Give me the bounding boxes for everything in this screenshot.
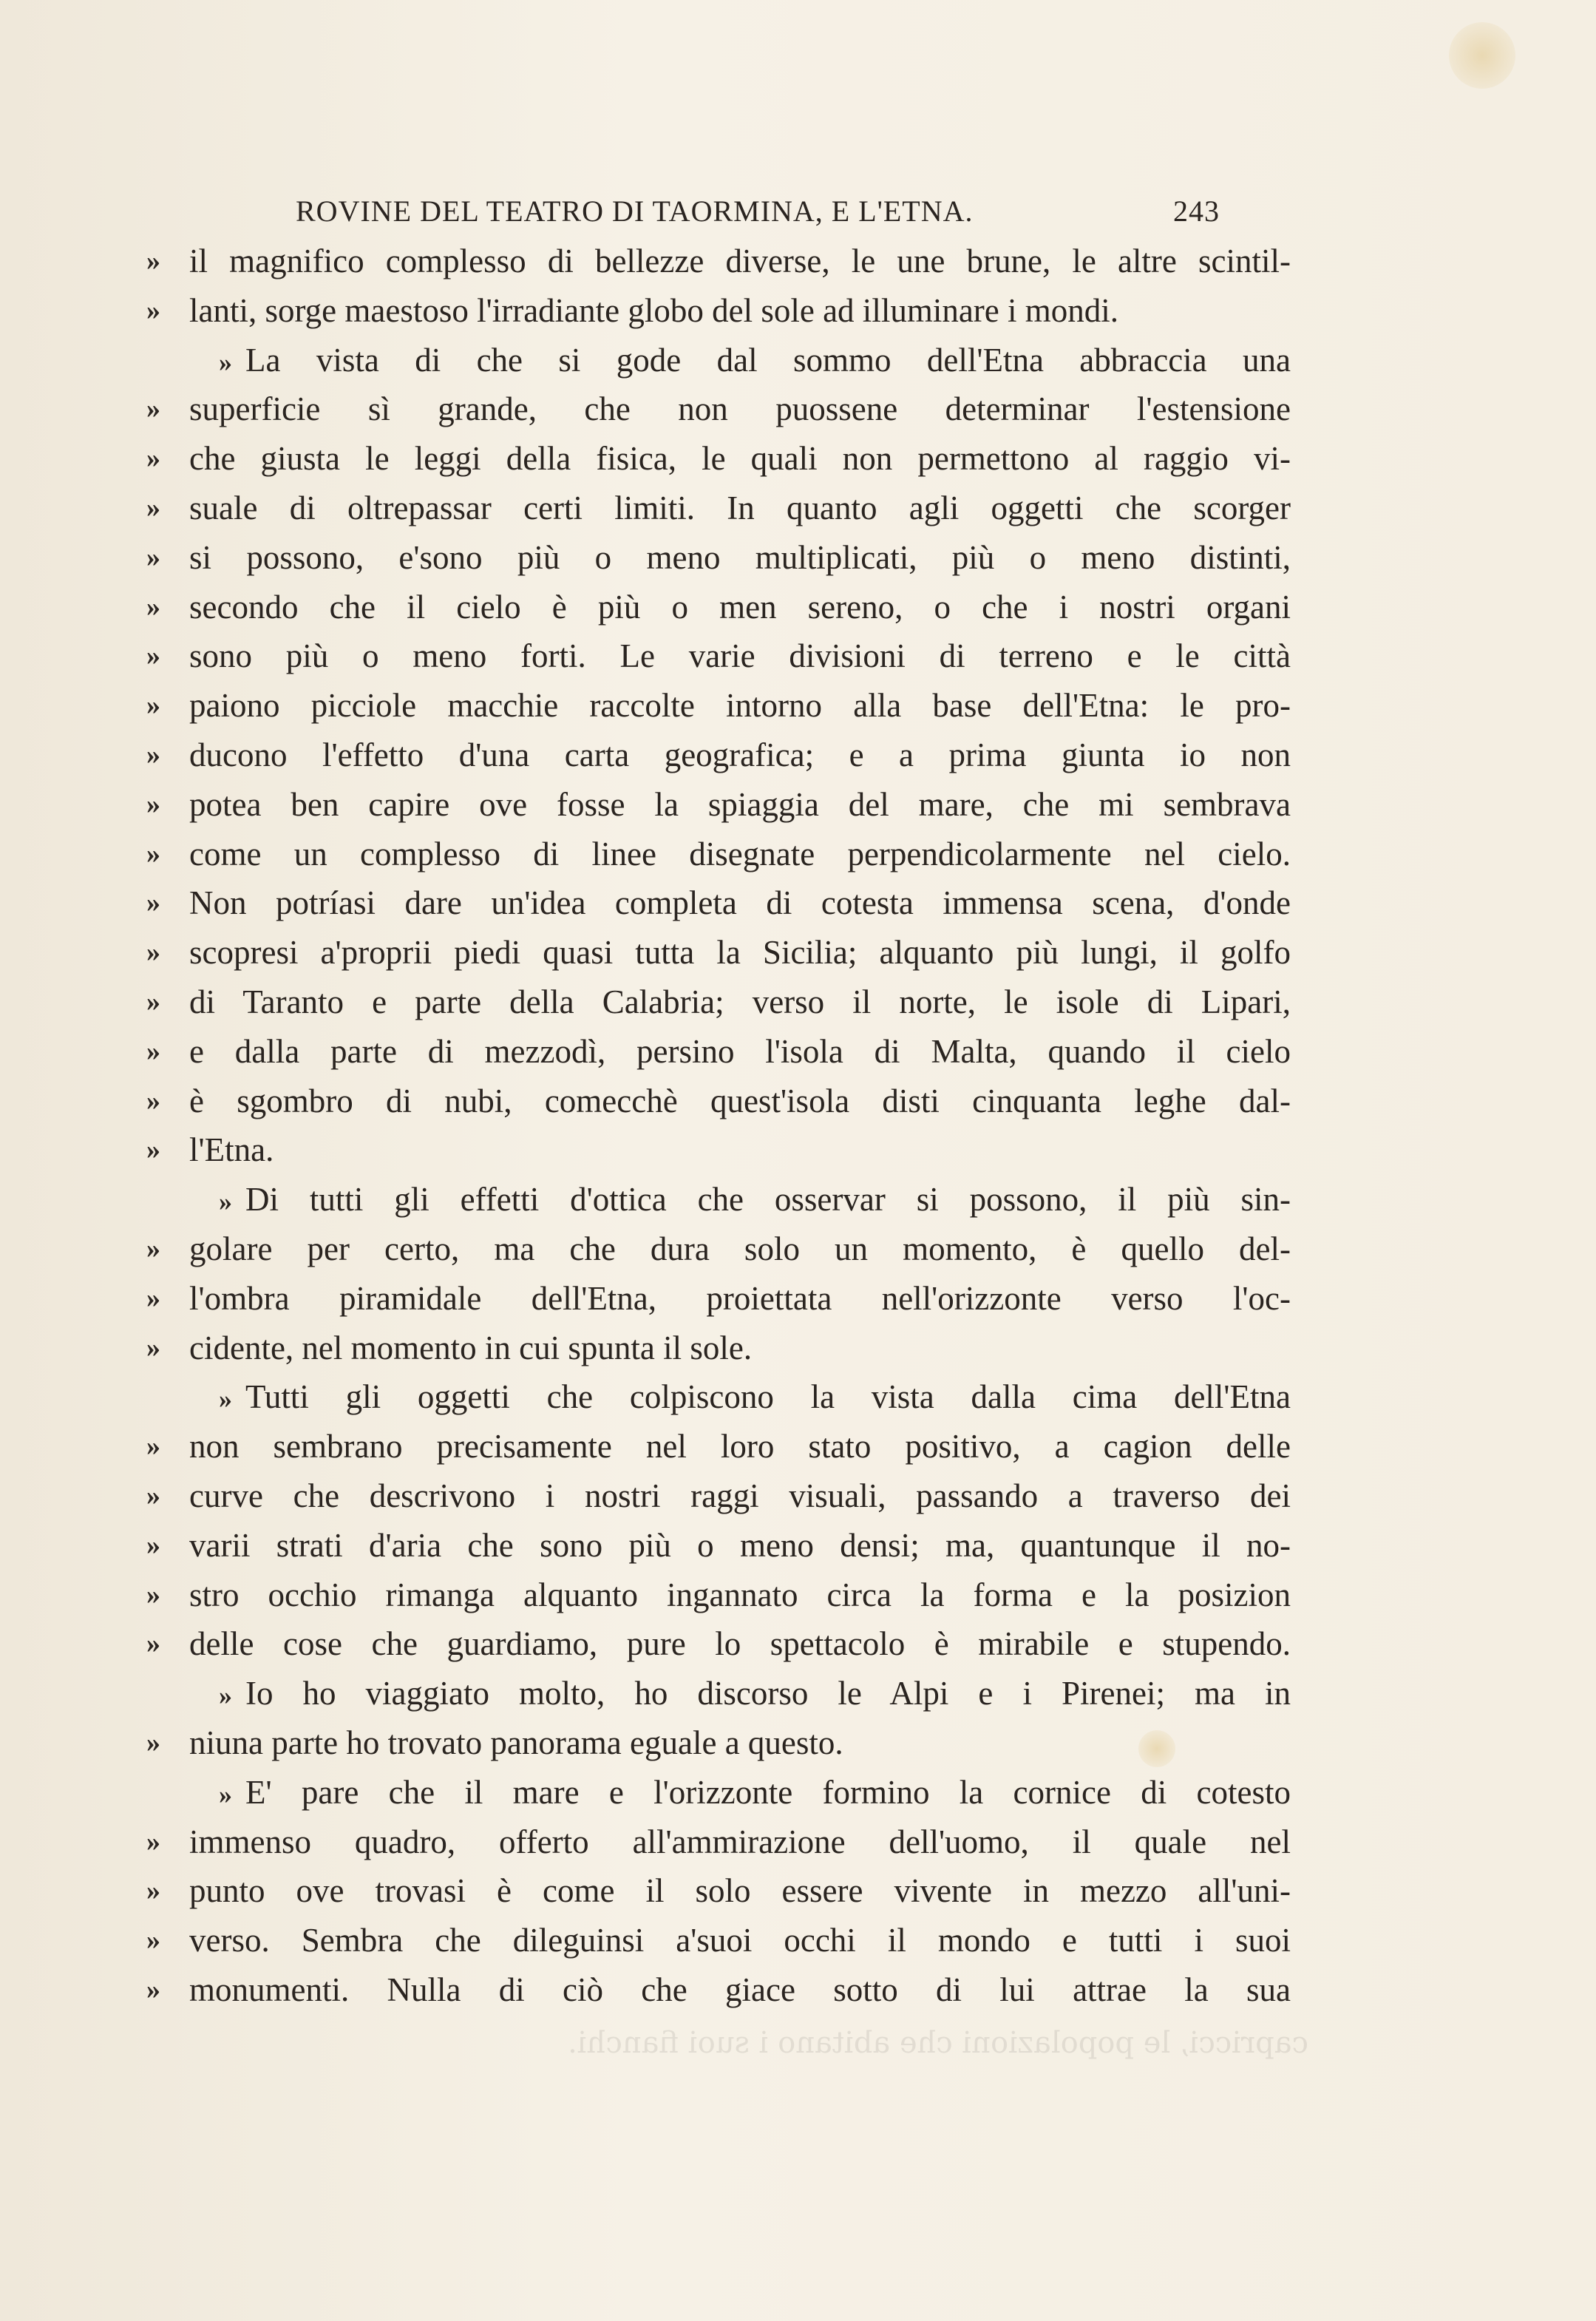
line-text xyxy=(219,1768,1291,1820)
line-text-content: superficie sì grande, che non puossene determinar l'estensione xyxy=(189,390,1291,428)
text-line xyxy=(0,1619,1596,1669)
line-text xyxy=(189,286,1291,336)
line-text xyxy=(189,1422,1291,1471)
text-line xyxy=(0,434,1596,484)
line-text-content: cidente, nel momento in cui spunta il sole. xyxy=(189,1329,753,1366)
line-text-content: secondo che il cielo è più o men sereno, o che i nostri organi xyxy=(189,588,1291,626)
quote-marker: » xyxy=(146,1332,160,1363)
line-text xyxy=(189,1224,1291,1274)
line-text xyxy=(189,484,1291,533)
line-text xyxy=(189,1817,1291,1867)
quote-marker: » xyxy=(146,739,160,770)
quote-marker: » xyxy=(146,1134,160,1166)
quote-marker: » xyxy=(146,937,160,969)
text-line xyxy=(0,1077,1596,1126)
quote-marker: » xyxy=(219,1681,232,1711)
line-text-content: Tutti gli oggetti che colpiscono la vista dalla cima dell'Etna xyxy=(245,1378,1291,1416)
text-line xyxy=(0,1175,1596,1224)
line-text-content: come un complesso di linee disegnate perpendicolarmente nel cielo. xyxy=(189,835,1291,873)
running-title: ROVINE DEL TEATRO DI TAORMINA, E L'ETNA. xyxy=(296,194,974,228)
quote-marker: » xyxy=(146,690,160,722)
line-text xyxy=(189,237,1291,286)
text-line xyxy=(0,583,1596,632)
text-line xyxy=(0,1916,1596,1965)
paper-stain xyxy=(1449,22,1515,89)
line-text-content: si possono, e'sono più o meno multiplicati, più o meno distinti, xyxy=(189,538,1291,576)
line-text xyxy=(189,731,1291,780)
text-line xyxy=(0,1027,1596,1077)
quote-marker: » xyxy=(146,393,160,425)
text-line xyxy=(0,533,1596,583)
quote-marker: » xyxy=(146,1233,160,1264)
quote-marker: » xyxy=(146,788,160,820)
line-text-content: paiono picciole macchie raccolte intorno alla base dell'Etna: le pro- xyxy=(189,687,1291,725)
quote-marker: » xyxy=(146,1085,160,1117)
text-line xyxy=(0,731,1596,780)
line-text-content: scopresi a'proprii piedi quasi tutta la Sicilia; alquanto più lungi, il golfo xyxy=(189,934,1291,972)
text-line xyxy=(0,1965,1596,2015)
line-text-content: punto ove trovasi è come il solo essere vivente in mezzo all'uni- xyxy=(189,1872,1291,1910)
page-number: 243 xyxy=(1173,194,1220,228)
line-text xyxy=(189,1125,1291,1175)
line-text-content: verso. Sembra che dileguinsi a'suoi occhi il mondo e tutti i suoi xyxy=(189,1922,1291,1959)
line-text xyxy=(219,1669,1291,1721)
line-text xyxy=(189,631,1291,681)
quote-marker: » xyxy=(146,1282,160,1314)
line-text-content: niuna parte ho trovato panorama eguale a questo. xyxy=(189,1724,843,1761)
text-line xyxy=(0,1274,1596,1324)
line-text xyxy=(189,681,1291,731)
line-text xyxy=(189,977,1291,1027)
quote-marker: » xyxy=(219,1779,232,1809)
line-text xyxy=(189,830,1291,879)
quote-marker: » xyxy=(146,1727,160,1758)
quote-marker: » xyxy=(146,838,160,870)
text-line xyxy=(0,1471,1596,1521)
line-text xyxy=(189,1916,1291,1965)
line-text-content: stro occhio rimanga alquanto ingannato circa la forma e la posizion xyxy=(189,1576,1291,1613)
line-text-content: ducono l'effetto d'una carta geografica; e a prima giunta io non xyxy=(189,736,1291,773)
quote-marker: » xyxy=(146,1579,160,1610)
quote-marker: » xyxy=(146,541,160,573)
text-line xyxy=(0,1768,1596,1817)
quote-marker: » xyxy=(219,1187,232,1217)
line-text xyxy=(189,928,1291,977)
text-line xyxy=(0,1817,1596,1867)
quote-marker: » xyxy=(146,1826,160,1857)
line-text xyxy=(189,384,1291,434)
line-text-content: è sgombro di nubi, comecchè quest'isola disti cinquanta leghe dal- xyxy=(189,1082,1291,1119)
line-text-content: di Taranto e parte della Calabria; verso il norte, le isole di Lipari, xyxy=(189,983,1291,1020)
line-text-content: potea ben capire ove fosse la spiaggia del mare, che mi sembrava xyxy=(189,785,1291,823)
quote-marker: » xyxy=(146,1973,160,2005)
quote-marker: » xyxy=(146,294,160,326)
line-text-content: delle cose che guardiamo, pure lo spettacolo è mirabile e stupendo. xyxy=(189,1625,1291,1663)
bleed-through-text: capricci, le popolazioni che abitano i suoi fianchi. xyxy=(568,2026,1308,2060)
line-text xyxy=(189,780,1291,830)
line-text-content: Di tutti gli effetti d'ottica che osservar si possono, il più sin- xyxy=(245,1181,1291,1219)
line-text xyxy=(189,434,1291,484)
text-line xyxy=(0,780,1596,830)
line-text xyxy=(189,1274,1291,1324)
line-text-content: non sembrano precisamente nel loro stato positivo, a cagion delle xyxy=(189,1428,1291,1466)
text-line xyxy=(0,928,1596,977)
text-line xyxy=(0,336,1596,385)
text-line xyxy=(0,830,1596,879)
line-text xyxy=(189,533,1291,583)
running-header xyxy=(296,194,1220,238)
text-line xyxy=(0,977,1596,1027)
text-line xyxy=(0,878,1596,928)
line-text xyxy=(189,1324,1291,1373)
line-text xyxy=(219,336,1291,387)
line-text-content: varii strati d'aria che sono più o meno densi; ma, quantunque il no- xyxy=(189,1526,1291,1564)
line-text xyxy=(189,1521,1291,1571)
line-text xyxy=(189,1619,1291,1669)
text-line xyxy=(0,1571,1596,1620)
text-line xyxy=(0,1866,1596,1916)
quote-marker: » xyxy=(146,1925,160,1956)
line-text-content: lanti, sorge maestoso l'irradiante globo del sole ad illuminare i mondi. xyxy=(189,291,1119,329)
line-text-content: Io ho viaggiato molto, ho discorso le Alpi e i Pirenei; ma in xyxy=(245,1675,1291,1712)
text-line xyxy=(0,1422,1596,1471)
line-text xyxy=(189,1571,1291,1620)
line-text-content: suale di oltrepassar certi limiti. In quanto agli oggetti che scorger xyxy=(189,489,1291,526)
line-text xyxy=(189,1027,1291,1077)
line-text-content: E' pare che il mare e l'orizzonte formino la cornice di cotesto xyxy=(245,1773,1291,1811)
text-line xyxy=(0,1372,1596,1422)
line-text-content: curve che descrivono i nostri raggi visuali, passando a traverso dei xyxy=(189,1477,1291,1514)
text-line xyxy=(0,1125,1596,1175)
quote-marker: » xyxy=(146,887,160,919)
text-line xyxy=(0,631,1596,681)
line-text xyxy=(219,1175,1291,1227)
line-text-content: l'Etna. xyxy=(189,1131,274,1169)
text-line xyxy=(0,484,1596,533)
line-text-content: e dalla parte di mezzodì, persino l'isola di Malta, quando il cielo xyxy=(189,1032,1291,1070)
line-text xyxy=(189,1471,1291,1521)
quote-marker: » xyxy=(146,492,160,524)
text-line xyxy=(0,1324,1596,1373)
quote-marker: » xyxy=(146,1529,160,1561)
quote-marker: » xyxy=(219,1384,232,1414)
text-line xyxy=(0,1718,1596,1768)
text-line xyxy=(0,384,1596,434)
text-line xyxy=(0,286,1596,336)
line-text xyxy=(189,1077,1291,1126)
quote-marker: » xyxy=(146,443,160,475)
quote-marker: » xyxy=(146,1480,160,1511)
line-text-content: monumenti. Nulla di ciò che giace sotto di lui attrae la sua xyxy=(189,1971,1291,2008)
line-text-content: che giusta le leggi della fisica, le quali non permettono al raggio vi- xyxy=(189,440,1291,478)
line-text-content: La vista di che si gode dal sommo dell'Etna abbraccia una xyxy=(245,341,1291,379)
line-text-content: Non potríasi dare un'idea completa di cotesta immensa scena, d'onde xyxy=(189,884,1291,922)
text-line xyxy=(0,1224,1596,1274)
line-text-content: golare per certo, ma che dura solo un momento, è quello del- xyxy=(189,1230,1291,1267)
quote-marker: » xyxy=(146,1628,160,1660)
line-text-content: il magnifico complesso di bellezze diverse, le une brune, le altre scintil- xyxy=(189,243,1291,279)
quote-marker: » xyxy=(146,245,160,277)
quote-marker: » xyxy=(146,1875,160,1907)
text-line xyxy=(0,681,1596,731)
quote-marker: » xyxy=(146,1431,160,1463)
line-text-content: l'ombra piramidale dell'Etna, proiettata nell'orizzonte verso l'oc- xyxy=(189,1279,1291,1317)
body-text xyxy=(0,237,1596,2015)
text-line xyxy=(0,1669,1596,1718)
text-line xyxy=(0,237,1596,286)
line-text xyxy=(189,1718,1291,1768)
line-text xyxy=(189,878,1291,928)
line-text-content: immenso quadro, offerto all'ammirazione dell'uomo, il quale nel xyxy=(189,1823,1291,1860)
quote-marker: » xyxy=(146,591,160,623)
quote-marker: » xyxy=(219,347,232,377)
line-text xyxy=(219,1372,1291,1424)
line-text-content: sono più o meno forti. Le varie divisioni di terreno e le città xyxy=(189,637,1291,675)
line-text xyxy=(189,1965,1291,2015)
quote-marker: » xyxy=(146,1035,160,1067)
quote-marker: » xyxy=(146,986,160,1017)
line-text xyxy=(189,1866,1291,1916)
quote-marker: » xyxy=(146,640,160,672)
line-text xyxy=(189,583,1291,632)
text-line xyxy=(0,1521,1596,1571)
